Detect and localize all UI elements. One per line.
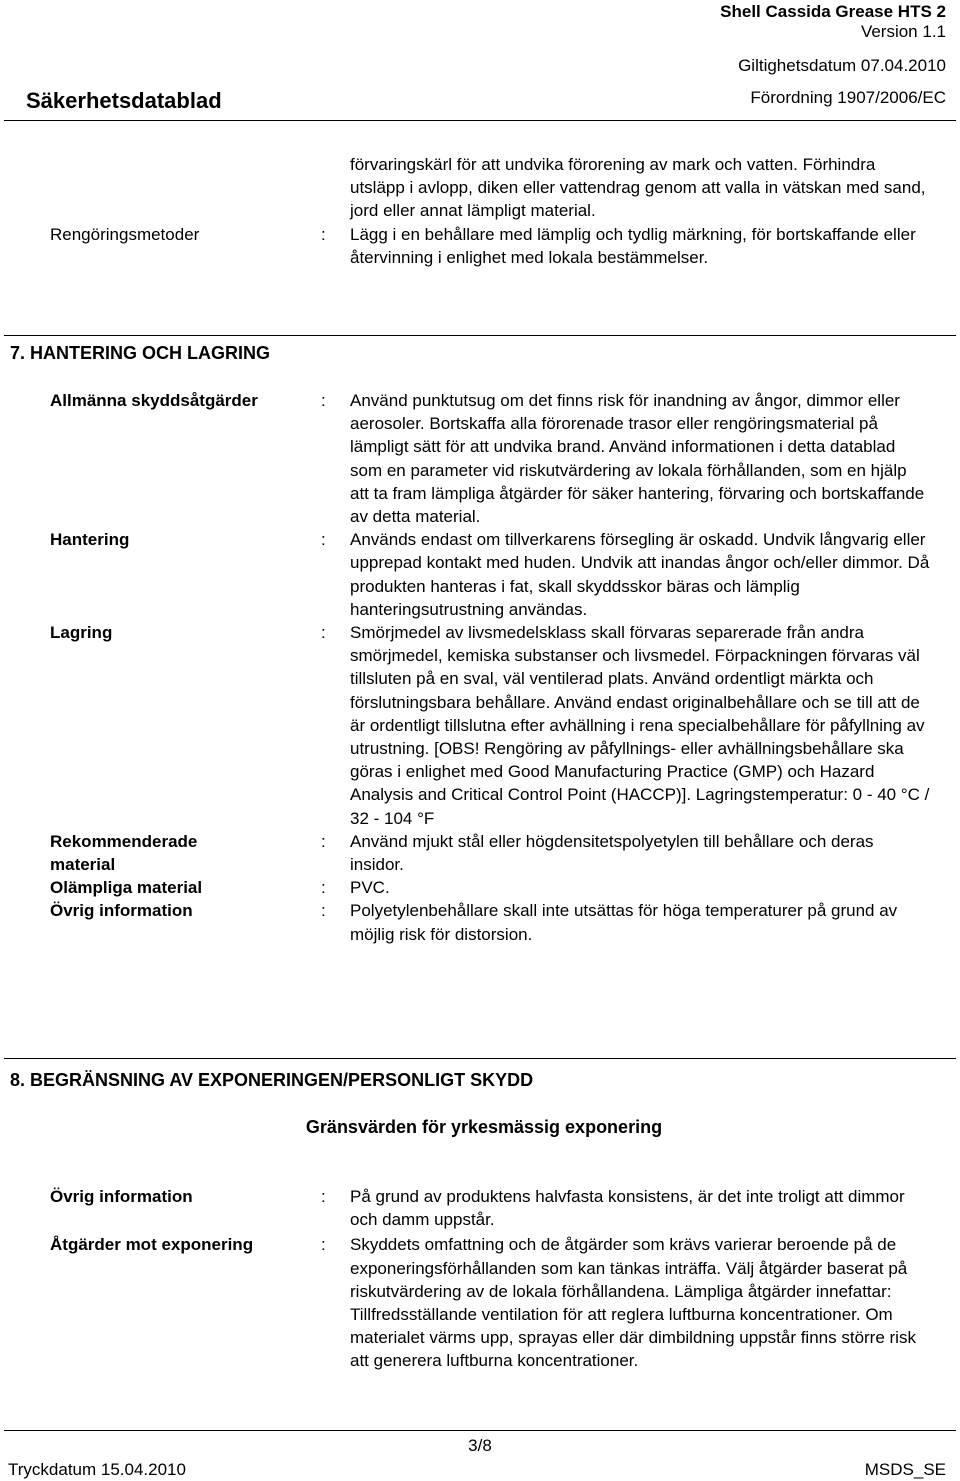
- row-label: Övrig information: [50, 1187, 193, 1206]
- row-value: Används endast om tillverkarens försegling är oskadd. Undvik långvarig eller upprepad kontakt med huden. Undvik att inandas ångor och/eller dimmor. Då produkten hanteras i fat, skall skyddsskor bäras och lämplig hanteringsutrustning användas.: [350, 530, 930, 619]
- table-row: Övrig information : På grund av produktens halvfasta konsistens, är det inte troligt att dimmor och damm uppstår.: [50, 1185, 930, 1231]
- row-value: Använd mjukt stål eller högdensitetspolyetylen till behållare och deras insidor.: [350, 831, 874, 875]
- table-row: Övrig information : Polyetylenbehållare skall inte utsättas för höga temperaturer på grund av möjlig risk för distorsion.: [50, 899, 930, 945]
- row-value: Skyddets omfattning och de åtgärder som krävs varierar beroende på de exponeringsförhållanden som kan tänkas inträffa. Välj åtgärder baserat på riskutvärdering av de lokala förhållandena. Lämpliga åtgärder innefattar: Tillfredsställande ventilation för att reglera luftburna koncentrationer. Om materialet värms upp, sprayas eller där dimbildning uppstår finns större risk att generera luftburna koncentrationer.: [350, 1235, 916, 1371]
- print-date: Tryckdatum 15.04.2010: [8, 1460, 186, 1479]
- row-label: Rekommenderade material: [50, 831, 198, 875]
- row-value: PVC.: [350, 878, 390, 898]
- row-label: Åtgärder mot exponering: [50, 1235, 254, 1255]
- section7-table: [50, 389, 930, 946]
- row-value: På grund av produktens halvfasta konsistens, är det inte troligt att dimmor och damm uppstår.: [350, 1187, 905, 1230]
- section8-title: 8. BEGRÄNSNING AV EXPONERINGEN/PERSONLIGT SKYDD: [10, 1070, 534, 1090]
- continuation-text: förvaringskärl för att undvika förorening av mark och vatten. Förhindra utsläpp i avlopp, diken eller vattendrag genom att valla in vätskan med sand, jord eller annat lämpligt material.: [350, 155, 926, 221]
- validity-date: Giltighetsdatum 07.04.2010: [738, 56, 946, 75]
- table-row: Hantering : Används endast om tillverkarens försegling är oskadd. Undvik långvarig eller upprepad kontakt med huden. Undvik att inandas ångor och/eller dimmor. Då produkten hanteras i fat, skall skyddsskor bäras och lämplig hanteringsutrustning användas.: [50, 528, 930, 621]
- section8-table: [50, 1185, 930, 1373]
- top-block: [50, 153, 930, 269]
- version-label: Version 1.1: [860, 22, 946, 41]
- product-name: Shell Cassida Grease HTS 2: [720, 2, 946, 21]
- section8-subtitle: Gränsvärden för yrkesmässig exponering: [305, 1117, 663, 1137]
- table-row: Rekommenderade material : Använd mjukt stål eller högdensitetspolyetylen till behållare och deras insidor.: [50, 830, 930, 876]
- cleaning-methods-value: Lägg i en behållare med lämplig och tydlig märkning, för bortskaffande eller återvinning i enlighet med lokala bestämmelser.: [350, 224, 916, 267]
- row-value: Polyetylenbehållare skall inte utsättas för höga temperaturer på grund av möjlig risk för distorsion.: [350, 901, 898, 944]
- cleaning-methods-label: Rengöringsmetoder: [50, 224, 200, 244]
- section8-divider: [4, 1058, 956, 1059]
- row-value: Använd punktutsug om det finns risk för inandning av ångor, dimmor eller aerosoler. Bortskaffa alla förorenade trasor eller rengöringsmaterial på lämpligt sätt för att undvika brand. Använd informationen i detta datablad som en parameter vid riskutvärdering av lokala förhållanden, som en hjälp att ta fram lämpliga åtgärder för säker hantering, förvaring och bortskaffande av detta material.: [350, 391, 925, 527]
- row-label: Hantering: [50, 530, 130, 550]
- document-code: MSDS_SE: [864, 1460, 946, 1479]
- row-label: Övrig information: [50, 901, 193, 921]
- page-number: 3/8: [468, 1436, 492, 1455]
- row-value: Smörjmedel av livsmedelsklass skall förvaras separerade från andra smörjmedel, kemiska substanser och livsmedel. Förpackningen förvaras väl tillsluten på en sval, väl ventilerad plats. Använd ordentligt märkta och förslutningsbara behållare. Använd endast originalbehållare och se till att de är ordentligt tillslutna efter avhällning i rena specialbehållare för påfyllning av utrustning. [OBS! Rengöring av påfyllnings- eller avhällningsbehållare ska göras i enlighet med Good Manufacturing Practice (GMP) och Hazard Analysis and Critical Control Point (HACCP)]. Lagringstemperatur: 0 - 40 °C / 32 - 104 °F: [350, 623, 930, 828]
- cleaning-methods-row: Rengöringsmetoder : Lägg i en behållare med lämplig och tydlig märkning, för bortskaffande eller återvinning i enlighet med lokala bestämmelser.: [50, 223, 930, 269]
- table-row: Allmänna skyddsåtgärder : Använd punktutsug om det finns risk för inandning av ångor, dimmor eller aerosoler. Bortskaffa alla förorenade trasor eller rengöringsmaterial på lämpligt sätt för att undvika brand. Använd informationen i detta datablad som en parameter vid riskutvärdering av lokala förhållanden, som en hjälp att ta fram lämpliga åtgärder för säker hantering, förvaring och bortskaffande av detta material.: [50, 389, 930, 528]
- document-type-title: Säkerhetsdatablad: [26, 88, 222, 113]
- continuation-row: [50, 153, 930, 223]
- row-label: Allmänna skyddsåtgärder: [50, 391, 258, 410]
- regulation-label: Förordning 1907/2006/EC: [750, 88, 946, 107]
- table-row: Lagring : Smörjmedel av livsmedelsklass skall förvaras separerade från andra smörjmedel, kemiska substanser och livsmedel. Förpackningen förvaras väl tillsluten på en sval, väl ventilerad plats. Använd ordentligt märkta och förslutningsbara behållare. Använd endast originalbehållare och se till att de är ordentligt tillslutna efter avhällning i rena specialbehållare för påfyllning av utrustning. [OBS! Rengöring av påfyllnings- eller avhällningsbehållare ska göras i enlighet med Good Manufacturing Practice (GMP) och Hazard Analysis and Critical Control Point (HACCP)]. Lagringstemperatur: 0 - 40 °C / 32 - 104 °F: [50, 621, 930, 830]
- section7-title: 7. HANTERING OCH LAGRING: [10, 343, 271, 363]
- table-row: Olämpliga material : PVC.: [50, 876, 930, 899]
- table-row: Åtgärder mot exponering : Skyddets omfattning och de åtgärder som krävs varierar beroende på de exponeringsförhållanden som kan tänkas inträffa. Välj åtgärder baserat på riskutvärdering av de lokala förhållandena. Lämpliga åtgärder innefattar: Tillfredsställande ventilation för att reglera luftburna koncentrationer. Om materialet värms upp, sprayas eller där dimbildning uppstår finns större risk att generera luftburna koncentrationer.: [50, 1233, 930, 1372]
- footer-divider: [4, 1430, 956, 1431]
- row-label: Lagring: [50, 623, 113, 643]
- section7-divider: [4, 335, 956, 336]
- row-label: Olämpliga material: [50, 878, 203, 898]
- header-divider: [4, 120, 956, 121]
